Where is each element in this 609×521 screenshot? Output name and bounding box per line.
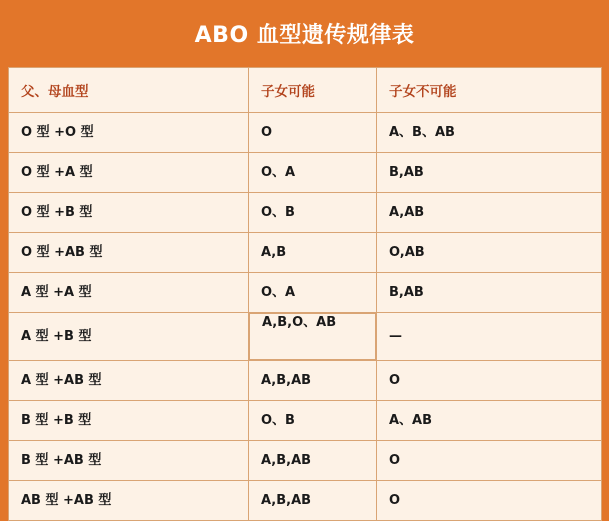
table-row — [9, 313, 602, 361]
table-row — [9, 401, 602, 441]
cell-possible: O — [249, 113, 377, 153]
cell-parents: A 型 +A 型 — [9, 273, 249, 313]
cell-parents: O 型 +B 型 — [9, 193, 249, 233]
chart-title-bar — [8, 0, 601, 67]
cell-possible: O、B — [249, 401, 377, 441]
table-row — [9, 153, 602, 193]
table-header — [9, 68, 602, 113]
cell-possible: O、B — [249, 193, 377, 233]
cell-impossible: O,AB — [377, 233, 602, 273]
cell-impossible: A、B、AB — [377, 113, 602, 153]
cell-possible: A,B,AB — [249, 361, 377, 401]
cell-impossible: O — [377, 481, 602, 521]
table-body — [9, 113, 602, 521]
cell-parents: B 型 +AB 型 — [9, 441, 249, 481]
cell-impossible: A、AB — [377, 401, 602, 441]
cell-impossible: O — [377, 361, 602, 401]
table-row — [9, 441, 602, 481]
cell-possible: A,B,AB — [249, 441, 377, 481]
table-row — [9, 233, 602, 273]
cell-impossible: A,AB — [377, 193, 602, 233]
table-row — [9, 113, 602, 153]
cell-impossible: B,AB — [377, 153, 602, 193]
cell-possible: A,B — [249, 233, 377, 273]
cell-parents: A 型 +AB 型 — [9, 361, 249, 401]
table-row — [9, 193, 602, 233]
cell-parents: O 型 +A 型 — [9, 153, 249, 193]
table-row — [9, 361, 602, 401]
cell-possible: A,B,AB — [249, 481, 377, 521]
table-header-row — [9, 68, 602, 113]
cell-parents: O 型 +AB 型 — [9, 233, 249, 273]
cell-parents: A 型 +B 型 — [9, 313, 249, 361]
table-row — [9, 481, 602, 521]
cell-possible: A,B,O、AB — [249, 313, 376, 360]
cell-possible: O、A — [249, 153, 377, 193]
cell-impossible: — — [377, 313, 602, 361]
column-header-impossible: 子女不可能 — [377, 68, 602, 113]
abo-inheritance-table — [8, 67, 602, 521]
column-header-parents: 父、母血型 — [9, 68, 249, 113]
page-title: ABO 血型遗传规律表 — [194, 23, 415, 48]
cell-parents: B 型 +B 型 — [9, 401, 249, 441]
column-header-possible: 子女可能 — [249, 68, 377, 113]
cell-parents: AB 型 +AB 型 — [9, 481, 249, 521]
cell-impossible: O — [377, 441, 602, 481]
table-row — [9, 273, 602, 313]
cell-impossible: B,AB — [377, 273, 602, 313]
cell-possible: O、A — [249, 273, 377, 313]
cell-parents: O 型 +O 型 — [9, 113, 249, 153]
